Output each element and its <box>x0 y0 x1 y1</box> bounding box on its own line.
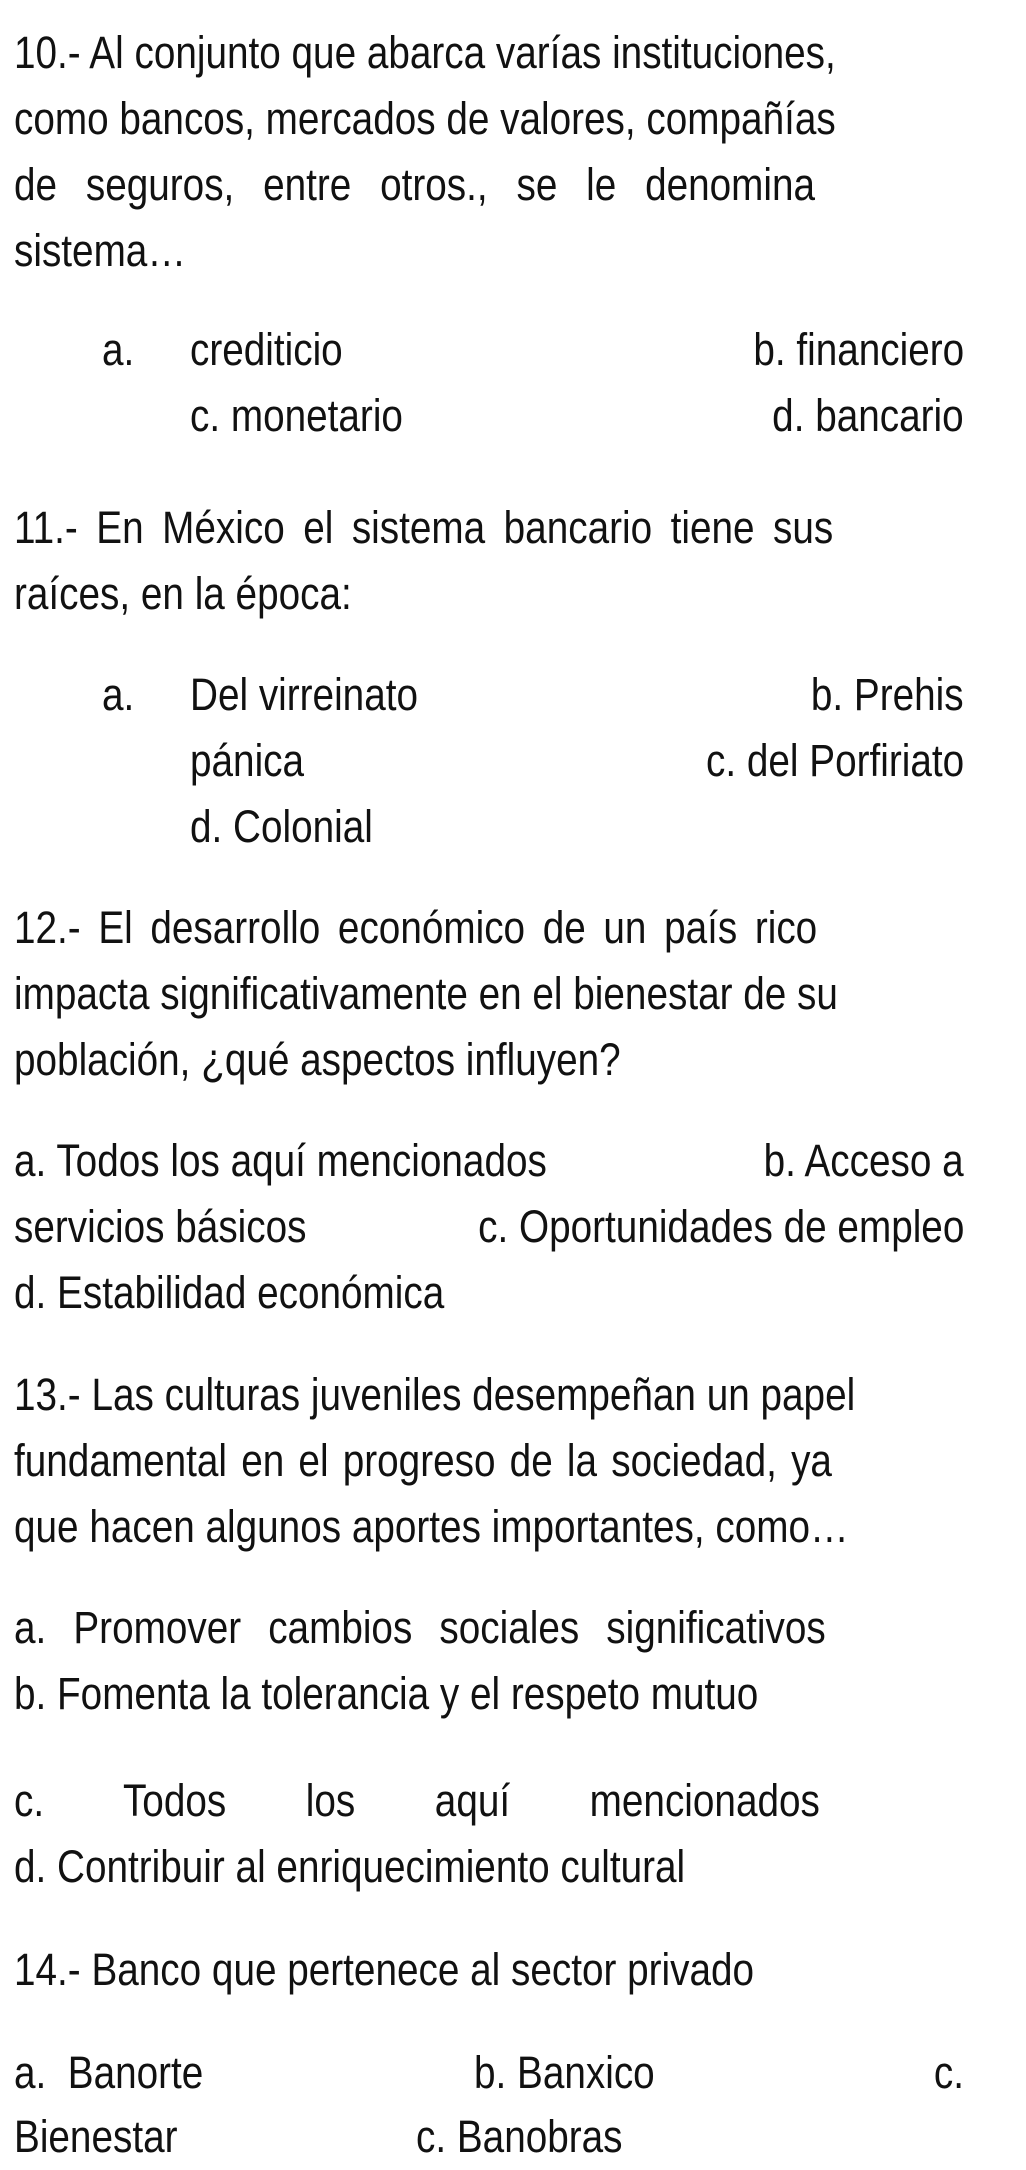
q13-option-b-line <box>14 1661 824 1727</box>
q13-option-a-line <box>14 1595 824 1661</box>
q12-line-3-text: población, ¿qué aspectos influyen? <box>14 1034 621 1085</box>
q10-line-3 <box>14 152 824 218</box>
q13-option-d: d. Contribuir al enriquecimiento cultural <box>14 1841 686 1892</box>
q13-option-c-line <box>14 1768 824 1834</box>
q11-line-1-text: 11.- En México el sistema bancario tiene sus <box>14 502 834 553</box>
q12-line-2-text: impacta significativamente en el bienestar de su <box>14 968 838 1019</box>
q13-line-1 <box>14 1362 856 1428</box>
q11-option-d: d. Colonial <box>190 801 373 852</box>
q13-option-c: c. Todos los aquí mencionados <box>14 1775 820 1826</box>
q10-line-1 <box>14 20 836 86</box>
q11-line-2-text: raíces, en la época: <box>14 568 352 619</box>
q10-option-a: crediticio <box>190 324 343 375</box>
q13-line-2 <box>14 1428 832 1494</box>
q14-line-1-text: 14.- Banco que pertenece al sector privado <box>14 1944 755 1995</box>
q12-option-d: d. Estabilidad económica <box>14 1267 445 1318</box>
q13-line-3-text: que hacen algunos aportes importantes, como… <box>14 1501 849 1552</box>
q10-option-c: c. monetario <box>190 390 403 441</box>
q12-line-1-text: 12.- El desarrollo económico de un país rico <box>14 902 818 953</box>
q11-option-a-letter: a. <box>102 669 135 720</box>
q14-option-a: a. Banorte <box>14 2047 204 2098</box>
q10-line-2 <box>14 86 836 152</box>
q10-option-a-letter: a. <box>102 324 135 375</box>
q13-line-2-text: fundamental en el progreso de la sociedad, ya <box>14 1435 832 1486</box>
q13-option-a: a. Promover cambios sociales significativos <box>14 1602 826 1653</box>
q10-line-4-text: sistema… <box>14 225 187 276</box>
q14-option-c-continued: Bienestar <box>14 2111 178 2162</box>
q12-line-2 <box>14 961 838 1027</box>
q10-line-4 <box>14 218 824 284</box>
q12-option-a: a. Todos los aquí mencionados <box>14 1135 547 1186</box>
q11-option-a: Del virreinato <box>190 669 418 720</box>
q11-option-b-continued: pánica <box>190 735 305 786</box>
q12-line-1 <box>14 895 824 961</box>
q14-line-1 <box>14 1937 824 2003</box>
q13-line-3 <box>14 1494 849 1560</box>
q14-option-c-letter: c. <box>933 2047 964 2098</box>
q12-option-b-continued: servicios básicos <box>14 1201 307 1252</box>
q11-option-b: b. Prehis <box>811 669 964 720</box>
q11-option-c: c. del Porfiriato <box>705 735 964 786</box>
q10-option-d: d. bancario <box>772 390 964 441</box>
q12-option-c: c. Oportunidades de empleo <box>477 1201 964 1252</box>
q11-line-1 <box>14 495 834 561</box>
q10-line-2-text: como bancos, mercados de valores, compañías <box>14 93 836 144</box>
q10-option-b: b. financiero <box>753 324 964 375</box>
q13-line-1-text: 13.- Las culturas juveniles desempeñan un papel <box>14 1369 856 1420</box>
q13-option-b: b. Fomenta la tolerancia y el respeto mutuo <box>14 1668 759 1719</box>
q11-line-2 <box>14 561 824 627</box>
q13-option-d-line <box>14 1834 824 1900</box>
q10-line-1-text: 10.- Al conjunto que abarca varías instituciones, <box>14 27 836 78</box>
q12-line-3 <box>14 1027 824 1093</box>
q12-option-b: b. Acceso a <box>763 1135 964 1186</box>
q14-option-b: b. Banxico <box>474 2047 655 2098</box>
q10-line-3-text: de seguros, entre otros., se le denomina <box>14 159 816 210</box>
q14-option-d: c. Banobras <box>416 2111 623 2162</box>
